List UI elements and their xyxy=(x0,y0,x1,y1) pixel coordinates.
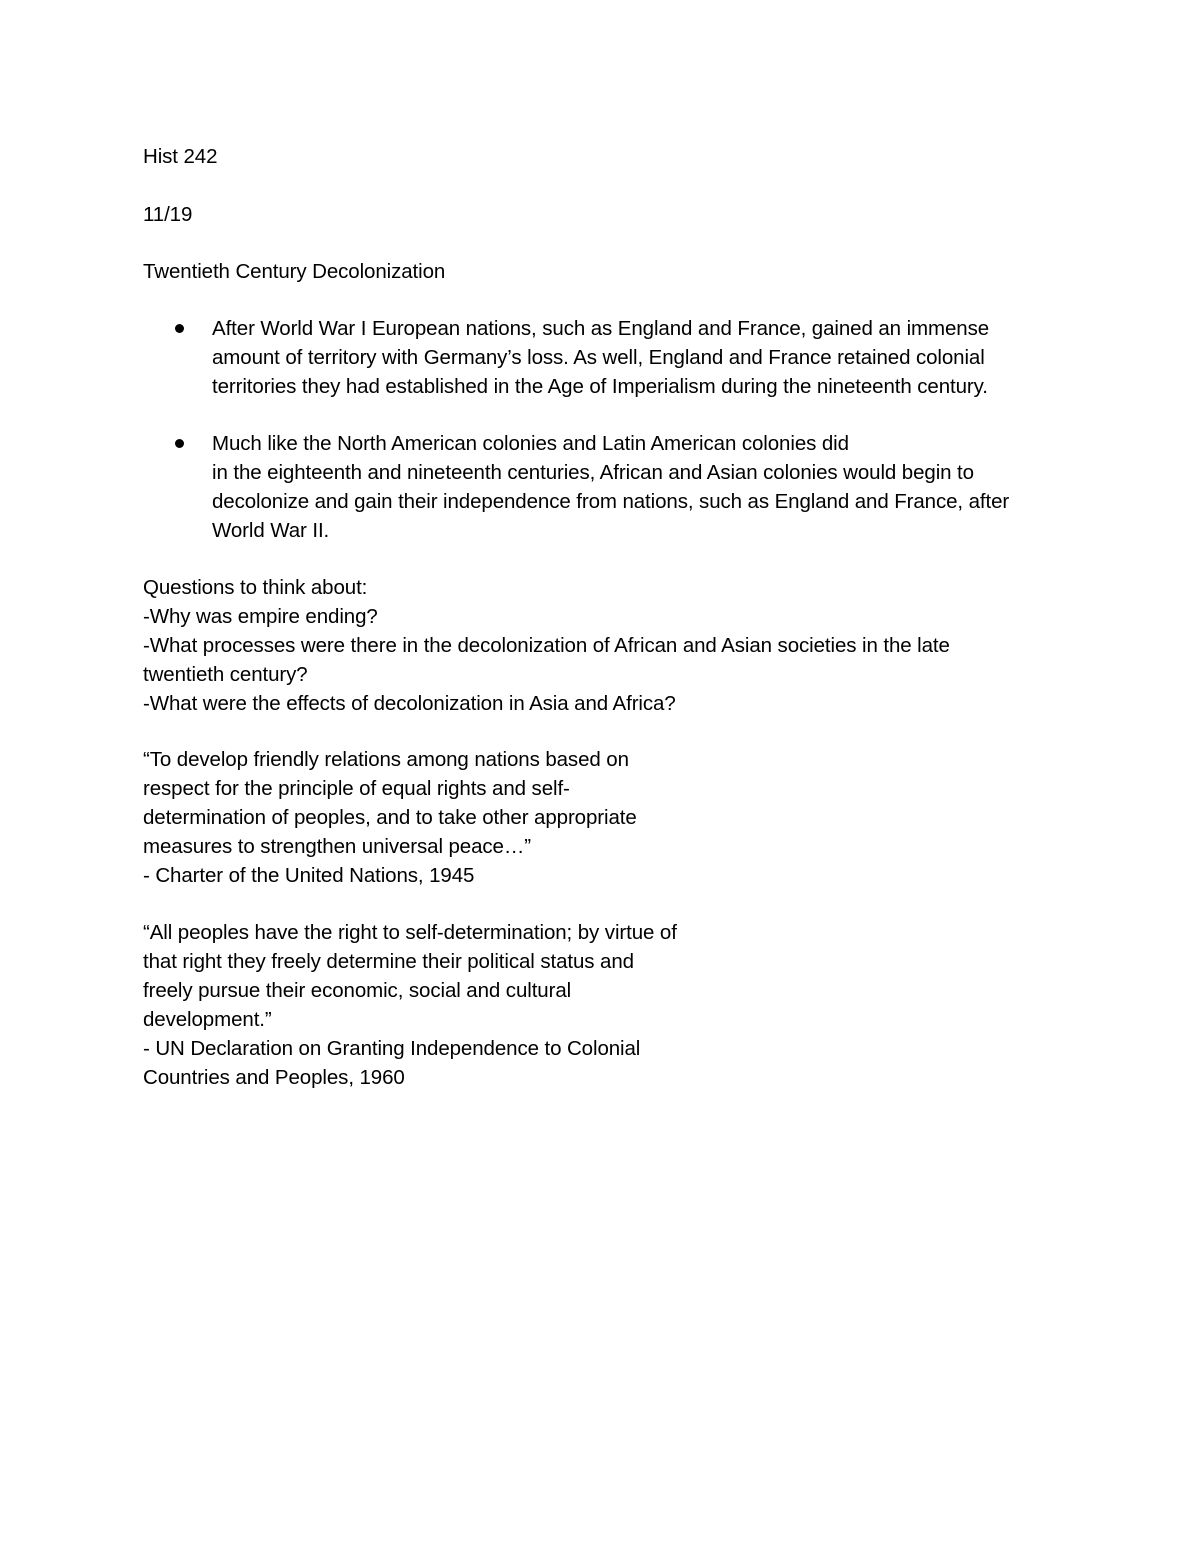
quote-source: - UN Declaration on Granting Independence to Colonial xyxy=(143,1037,641,1060)
bullet-item xyxy=(212,314,1062,401)
quote-source: Countries and Peoples, 1960 xyxy=(143,1066,405,1089)
lecture-date: 11/19 xyxy=(143,203,193,226)
bullet-line: World War II. xyxy=(212,519,330,542)
questions-heading: Questions to think about: xyxy=(143,576,368,599)
bullet-line: After World War I European nations, such as England and France, gained an immense xyxy=(212,317,990,340)
bullet-line: decolonize and gain their independence from nations, such as England and France, after xyxy=(212,490,1010,513)
bullet-line: territories they had established in the Age of Imperialism during the nineteenth century. xyxy=(212,375,988,398)
quote-source: - Charter of the United Nations, 1945 xyxy=(143,864,475,887)
lecture-title: Twentieth Century Decolonization xyxy=(143,260,446,283)
quote-line: respect for the principle of equal rights and self- xyxy=(143,777,570,800)
question-line: -What processes were there in the decolonization of African and Asian societies in the late xyxy=(143,634,950,657)
quote-line: “All peoples have the right to self-determination; by virtue of xyxy=(143,921,677,944)
quote-un-declaration xyxy=(143,918,677,1092)
bullet-dot xyxy=(175,439,184,448)
question-line: -What were the effects of decolonization in Asia and Africa? xyxy=(143,692,676,715)
bullet-line: in the eighteenth and nineteenth centuries, African and Asian colonies would begin to xyxy=(212,461,974,484)
questions-section xyxy=(143,573,950,718)
question-line: twentieth century? xyxy=(143,663,308,686)
quote-line: “To develop friendly relations among nations based on xyxy=(143,748,629,771)
course-code: Hist 242 xyxy=(143,145,218,168)
quote-line: measures to strengthen universal peace…” xyxy=(143,835,531,858)
quote-line: that right they freely determine their political status and xyxy=(143,950,634,973)
bullet-line: amount of territory with Germany’s loss. As well, England and France retained colonial xyxy=(212,346,985,369)
quote-line: determination of peoples, and to take other appropriate xyxy=(143,806,637,829)
quote-line: development.” xyxy=(143,1008,272,1031)
bullet-dot xyxy=(175,324,184,333)
bullet-line: Much like the North American colonies and Latin American colonies did xyxy=(212,432,849,455)
quote-un-charter xyxy=(143,745,637,890)
quote-line: freely pursue their economic, social and cultural xyxy=(143,979,572,1002)
bullet-item xyxy=(212,429,1062,545)
question-line: -Why was empire ending? xyxy=(143,605,378,628)
